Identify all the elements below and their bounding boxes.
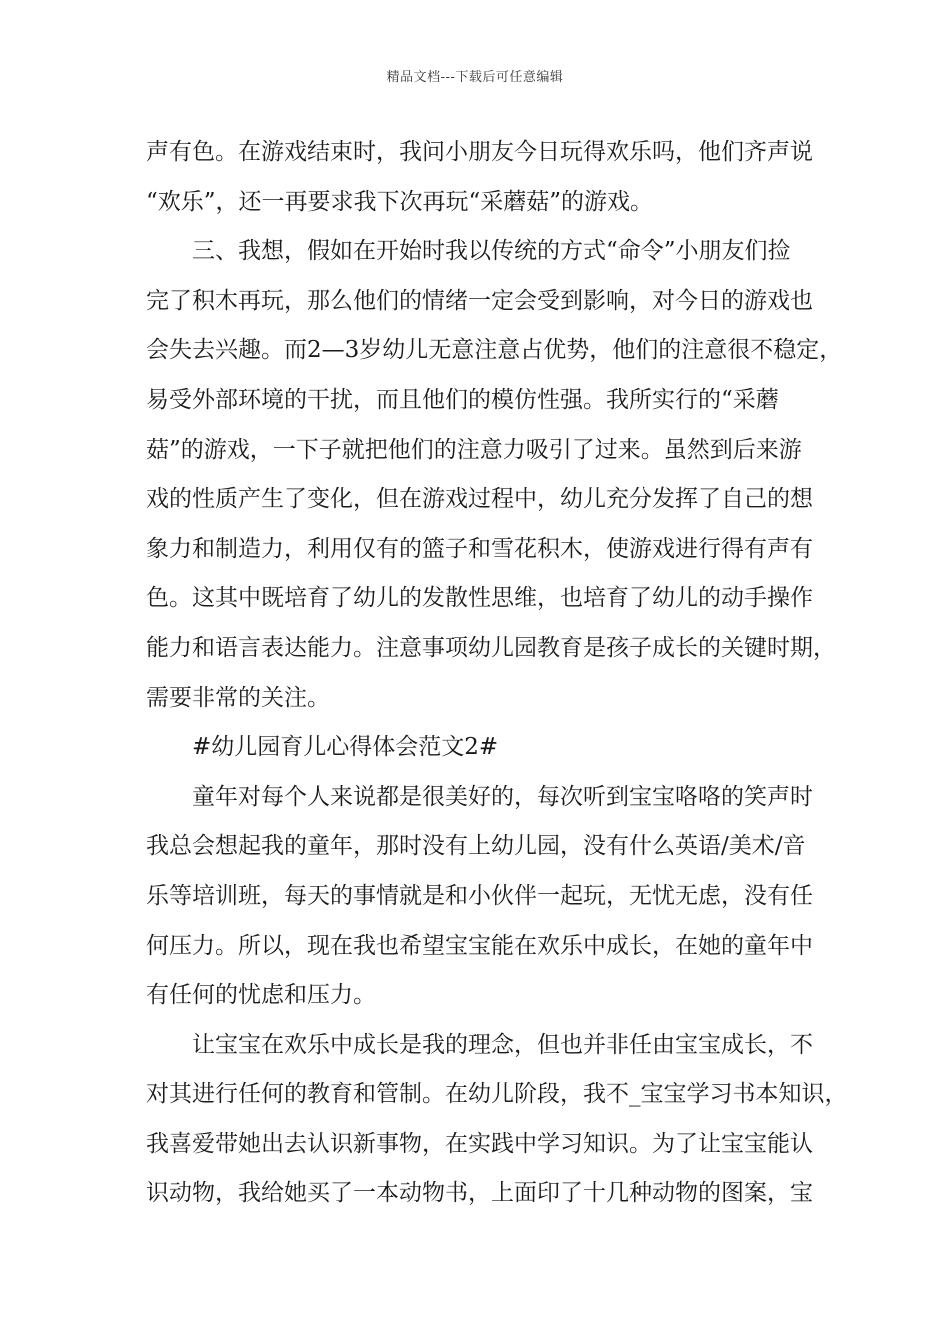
text-line: 识动物，我给她买了一本动物书，上面印了十几种动物的图案，宝 <box>146 1180 813 1207</box>
text-line: 完了积木再玩，那么他们的情绪一定会受到影响，对今日的游戏也 <box>146 287 813 314</box>
text-line: 何压力。所以，现在我也希望宝宝能在欢乐中成长，在她的童年中 <box>146 932 813 959</box>
text-line: 童年对每个人来说都是很美好的，每次听到宝宝咯咯的笑声时 <box>192 783 813 810</box>
text-line: 易受外部环境的干扰，而且他们的模仿性强。我所实行的“采蘑 <box>146 386 779 413</box>
text-line: 对其进行任何的教育和管制。在幼儿阶段，我不_宝宝学习书本知识， <box>146 1081 848 1108</box>
text-line: 声有色。在游戏结束时，我问小朋友今日玩得欢乐吗，他们齐声说 <box>146 139 813 165</box>
text-line: “欢乐”，还一再要求我下次再玩“采蘑菇”的游戏。 <box>146 188 654 215</box>
section-heading: #幼儿园育儿心得体会范文2# <box>192 734 499 761</box>
text-line: 乐等培训班，每天的事情就是和小伙伴一起玩，无忧无虑，没有任 <box>146 882 813 909</box>
text-line: 需要非常的关注。 <box>146 684 330 711</box>
text-line: 我总会想起我的童年，那时没有上幼儿园，没有什么英语/美术/音 <box>146 833 806 860</box>
text-line: 象力和制造力，利用仅有的篮子和雪花积木，使游戏进行得有声有 <box>146 535 813 562</box>
text-line: 三、我想，假如在开始时我以传统的方式“命令”小朋友们捡 <box>192 238 791 265</box>
page-header: 精品文档---下载后可任意编辑 <box>386 70 564 85</box>
text-line: 色。这其中既培育了幼儿的发散性思维，也培育了幼儿的动手操作 <box>146 585 813 612</box>
text-line: 我喜爱带她出去认识新事物，在实践中学习知识。为了让宝宝能认 <box>146 1130 813 1157</box>
text-line: 有任何的忧虑和压力。 <box>146 982 376 1009</box>
text-line: 让宝宝在欢乐中成长是我的理念，但也并非任由宝宝成长，不 <box>192 1031 813 1058</box>
text-line: 能力和语言表达能力。注意事项幼儿园教育是孩子成长的关键时期， <box>146 634 836 661</box>
text-line: 戏的性质产生了变化，但在游戏过程中，幼儿充分发挥了自己的想 <box>146 486 813 513</box>
text-line: 菇”的游戏，一下子就把他们的注意力吸引了过来。虽然到后来游 <box>146 436 802 463</box>
document-body <box>146 132 848 1223</box>
text-line: 会失去兴趣。而2—3岁幼儿无意注意占优势，他们的注意很不稳定， <box>146 337 843 364</box>
